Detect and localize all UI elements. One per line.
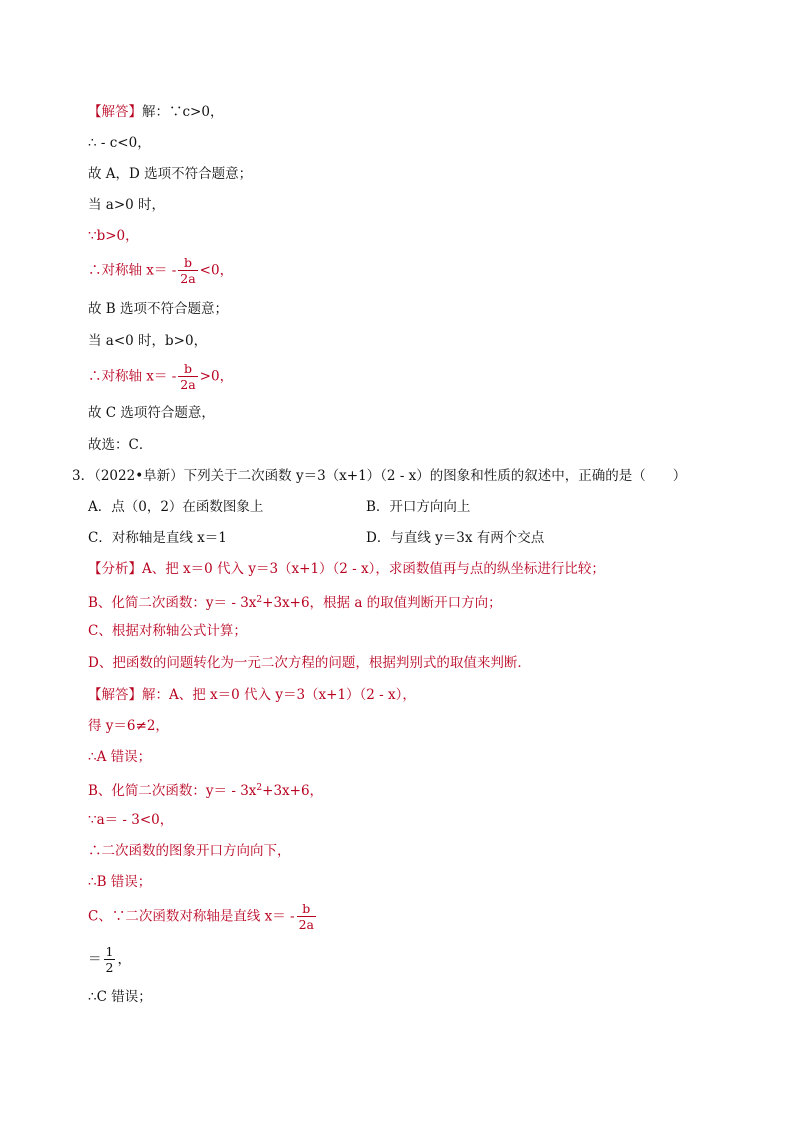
answer-b-sup: 2: [256, 783, 263, 793]
line-2: ∴ - c<0，: [88, 135, 151, 151]
option-d: D．与直线 y＝3x 有两个交点: [366, 530, 545, 546]
answer-c: [88, 902, 318, 932]
line-1: [88, 103, 223, 121]
analysis-c: C、根据对称轴公式计算；: [88, 623, 247, 639]
line-3: 故 A，D 选项不符合题意；: [88, 166, 253, 182]
fraction-den: 2a: [180, 271, 196, 286]
fraction: [297, 902, 316, 932]
fraction-den: 2: [105, 960, 114, 975]
line-8: 当 a<0 时，b>0，: [88, 333, 208, 349]
axis-pre: ∴对称轴 x＝ -: [88, 262, 177, 279]
analysis-b-pre: B、化简二次函数：y＝ - 3x: [88, 595, 257, 611]
answer-a-result: 得 y＝6≠2，: [88, 718, 169, 734]
answer-c-pre: C、∵二次函数对称轴是直线 x＝ -: [88, 908, 295, 925]
answer-c-eq: ＝: [88, 951, 102, 968]
solution-text: 解：∵c>0，: [142, 104, 224, 120]
answer-a: [88, 686, 416, 704]
analysis-b-sup: 2: [256, 595, 263, 605]
axis-post: >0，: [199, 368, 234, 385]
fraction-den: 2a: [180, 377, 196, 392]
fraction-num: b: [183, 361, 192, 376]
option-c: C．对称轴是直线 x＝1: [88, 530, 227, 546]
analysis-a-text: A、把 x＝0 代入 y＝3（x+1）（2 - x），求函数值再与点的纵坐标进行比较；: [142, 561, 605, 577]
fraction-half: [104, 945, 116, 975]
axis-post: <0，: [199, 262, 234, 279]
answer-a-wrong: ∴A 错误；: [88, 749, 152, 765]
answer-c-half: [88, 945, 131, 975]
analysis-a: [88, 560, 605, 578]
line-6: [88, 256, 233, 286]
line-10: 故 C 选项符合题意，: [88, 405, 215, 421]
answer-tag: 【解答】: [88, 687, 142, 703]
answer-c-comma: ，: [117, 951, 131, 968]
fraction-num: 1: [105, 944, 114, 959]
answer-a-text: 解：A、把 x＝0 代入 y＝3（x+1）（2 - x），: [142, 687, 416, 703]
analysis-tag: 【分析】: [88, 561, 142, 577]
option-b: B．开口方向向上: [366, 499, 471, 515]
solution-tag: 【解答】: [88, 104, 142, 120]
line-4: 当 a>0 时，: [88, 197, 166, 213]
line-7: 故 B 选项不符合题意；: [88, 301, 229, 317]
answer-c-wrong: ∴C 错误；: [88, 989, 152, 1005]
answer-b-wrong: ∴B 错误；: [88, 874, 152, 890]
fraction: [178, 256, 197, 286]
fraction-num: b: [183, 255, 192, 270]
fraction-num: b: [302, 901, 311, 916]
analysis-b-post: +3x+6，根据 a 的取值判断开口方向；: [262, 595, 502, 611]
question-stem: [72, 467, 686, 485]
question-number: 3．: [72, 468, 95, 484]
option-a: A．点（0，2）在函数图象上: [88, 499, 264, 515]
answer-b-pre: B、化简二次函数：y＝ - 3x: [88, 783, 257, 799]
line-5: ∵b>0，: [88, 228, 139, 244]
answer-b-open: ∴二次函数的图象开口方向向下，: [88, 843, 291, 859]
line-11: 故选：C．: [88, 437, 153, 453]
fraction: [178, 362, 197, 392]
analysis-b: [88, 591, 502, 612]
answer-b-a: ∵a＝ - 3<0，: [88, 812, 174, 828]
analysis-d: D、把函数的问题转化为一元二次方程的问题，根据判别式的取值来判断．: [88, 655, 531, 671]
line-9: [88, 362, 233, 392]
question-text: （2022•阜新）下列关于二次函数 y＝3（x+1）（2 - x）的图象和性质的叙述中，正确的是（ ）: [94, 468, 687, 484]
axis-pre: ∴对称轴 x＝ -: [88, 368, 177, 385]
answer-b-post: +3x+6，: [262, 783, 324, 799]
fraction-den: 2a: [298, 917, 314, 932]
answer-b: [88, 779, 323, 800]
